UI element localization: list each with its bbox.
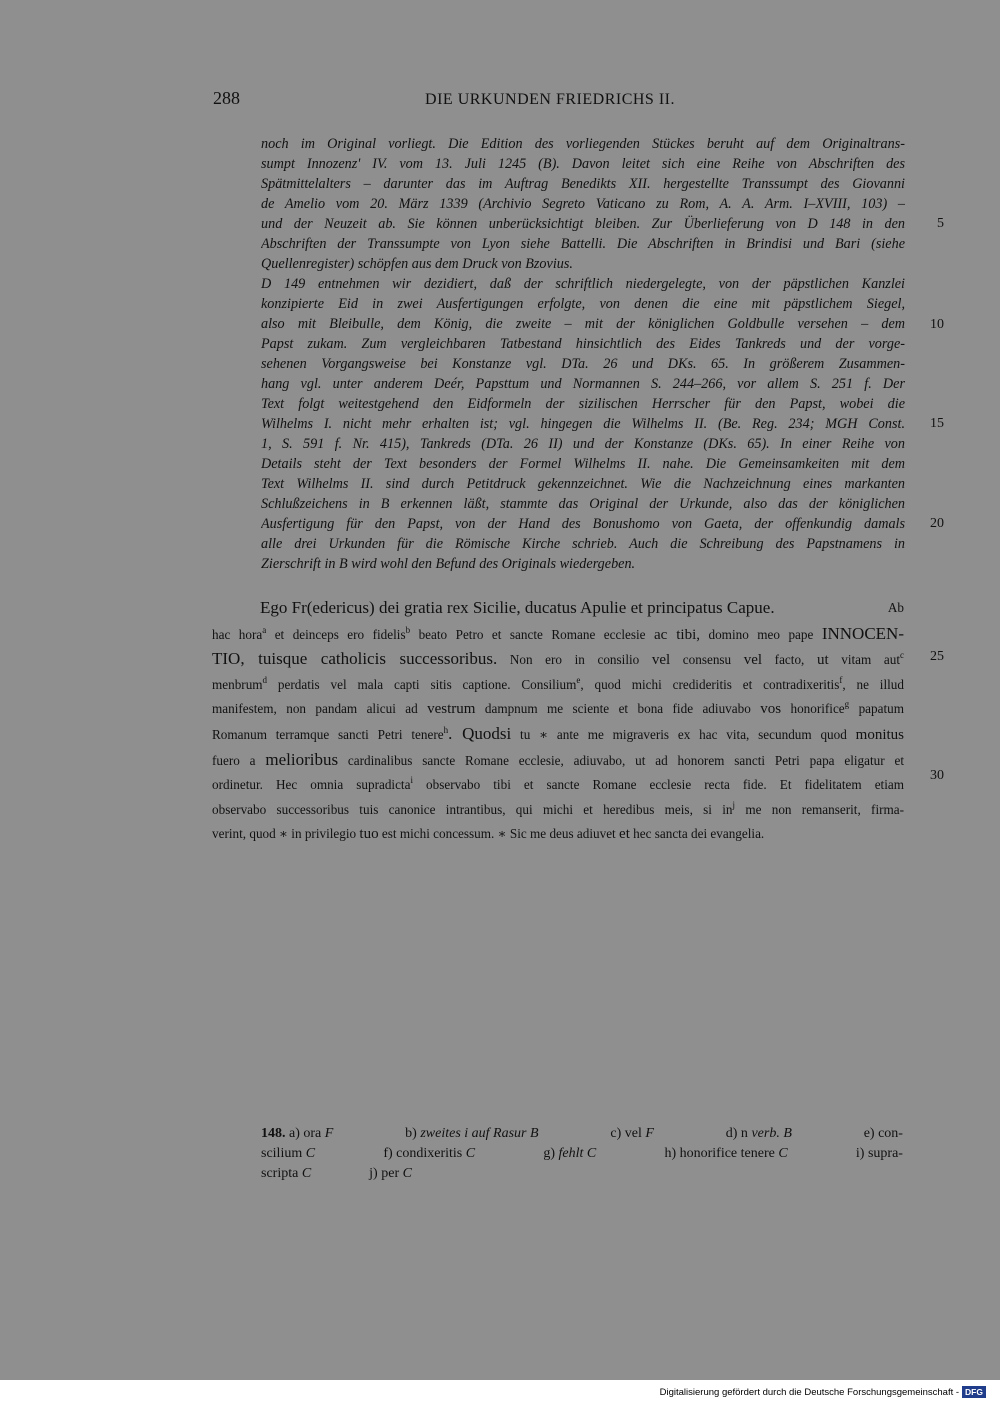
apparatus-text: a) ora bbox=[285, 1126, 325, 1141]
commentary-line: alle drei Urkunden für die Römische Kirche schrieb. Auch die Schreibung des Papstnamens in bbox=[261, 536, 905, 552]
commentary-line: Ausfertigung für den Papst, von der Hand des Bonushomo von Gaeta, der offenkundig damals bbox=[261, 516, 905, 532]
footnote-marker: e bbox=[576, 674, 581, 685]
apparatus-siglum: fehlt C bbox=[558, 1146, 597, 1161]
apparatus-text: h) honorifice tenere bbox=[664, 1146, 779, 1161]
charter-text-run: observabo tibi et sancte Romane ecclesie recta fide. Et fidelitatem etiam bbox=[412, 777, 904, 793]
charter-text-run: hac hora bbox=[212, 626, 263, 642]
dfg-logo: DFG bbox=[962, 1386, 986, 1398]
apparatus-row bbox=[261, 1144, 903, 1164]
charter-text-run: menbrum bbox=[212, 676, 263, 692]
apparatus-siglum: F bbox=[645, 1126, 654, 1141]
critical-apparatus bbox=[261, 1124, 903, 1184]
charter-text-run: beato Petro et sancte Romane ecclesie bbox=[410, 626, 654, 642]
charter-text-run: fuero a bbox=[212, 752, 266, 768]
charter-text-run: dampnum me sciente et bona fide adiuvabo bbox=[475, 701, 761, 717]
apparatus-entry bbox=[856, 1144, 903, 1164]
charter-text-run: , ne illud bbox=[842, 676, 904, 692]
footnote-marker: i bbox=[410, 775, 413, 786]
apparatus-text: j) per bbox=[369, 1166, 403, 1181]
apparatus-siglum: C bbox=[465, 1146, 476, 1161]
apparatus-entry bbox=[261, 1144, 315, 1164]
charter-text-run: observabo successoribus tuis canonice intrantibus, qui michi et heredibus meis, si in bbox=[212, 801, 733, 817]
apparatus-entry bbox=[726, 1124, 792, 1144]
charter-line bbox=[212, 622, 904, 648]
charter-text-run: vos bbox=[760, 701, 782, 718]
page-number: 288 bbox=[213, 88, 240, 108]
apparatus-entry bbox=[405, 1124, 538, 1144]
charter-line bbox=[212, 647, 904, 673]
line-number: 15 bbox=[930, 416, 944, 431]
charter-text-run: vitam aut bbox=[828, 652, 900, 668]
charter-line bbox=[212, 798, 904, 823]
line-number: 25 bbox=[930, 649, 944, 664]
commentary-line: noch im Original vorliegt. Die Edition des vorliegenden Stückes beruht auf dem Originaltrans- bbox=[261, 136, 905, 152]
charter-pope-name: INNOCEN- bbox=[821, 623, 904, 643]
charter-text-run: melioribus bbox=[265, 749, 339, 769]
apparatus-siglum: C bbox=[778, 1146, 788, 1161]
footnote-marker: c bbox=[899, 650, 904, 661]
commentary-line: D 149 entnehmen wir dezidiert, daß der schriftlich niedergelegte, von der päpstlichen Kanzlei bbox=[261, 276, 905, 292]
apparatus-text: b) bbox=[405, 1126, 421, 1141]
commentary-line: Quellenregister) schöpfen aus dem Druck von Bzovius. bbox=[261, 256, 573, 272]
charter-line bbox=[212, 748, 904, 774]
apparatus-row bbox=[261, 1164, 903, 1184]
charter-text-run: et deinceps ero fidelis bbox=[266, 626, 406, 642]
line-number: 10 bbox=[930, 317, 944, 332]
charter-text-run: facto, bbox=[762, 652, 817, 668]
charter-text-run: vel bbox=[651, 652, 671, 669]
charter-intitulatio: Ego Fr(edericus) dei gratia rex Sicilie, ducatus Apulie et principatus Capue. bbox=[260, 598, 775, 617]
line-number: 30 bbox=[930, 768, 944, 783]
commentary-line: Text Wilhelms II. sind durch Petitdruck gekennzeichnet. Wie die Nachzeichnung eines markanten bbox=[261, 476, 905, 492]
footnote-marker: b bbox=[405, 624, 411, 635]
charter-text-run: ac tibi, bbox=[654, 626, 701, 643]
commentary-line: Spätmittelalters – darunter das im Auftrag Benedikts XII. hergestellte Transsumpt des Giovanni bbox=[261, 176, 905, 192]
charter-text-run: me non remanserit, firma- bbox=[735, 801, 904, 817]
apparatus-entry bbox=[864, 1124, 903, 1144]
charter-text-run: Romanum terramque sancti Petri tenere bbox=[212, 726, 444, 742]
charter-text-run: , quod michi credideritis et contradixeritis bbox=[580, 676, 840, 692]
apparatus-entry bbox=[610, 1124, 654, 1144]
charter-text-run: tu ∗ ante me migraveris ex hac vita, secundum quod bbox=[511, 726, 856, 742]
charter-text-run: perdatis vel mala capti sitis captione. Consilium bbox=[267, 676, 577, 692]
apparatus-siglum: C bbox=[305, 1146, 316, 1161]
commentary-line: Wilhelms I. nicht mehr erhalten ist; vgl. hingegen die Wilhelms II. (Be. Reg. 234; MGH Const. bbox=[261, 416, 905, 432]
apparatus-entry bbox=[261, 1164, 311, 1184]
document-number: 148. bbox=[261, 1126, 286, 1141]
line-number: 20 bbox=[930, 516, 944, 531]
charter-text-run: et bbox=[619, 826, 630, 843]
charter-text-run: hec sancta dei evangelia. bbox=[629, 826, 765, 842]
apparatus-entry bbox=[261, 1124, 333, 1144]
apparatus-text: f) condixeritis bbox=[383, 1146, 466, 1161]
apparatus-text: i) supra- bbox=[855, 1146, 903, 1161]
apparatus-siglum: F bbox=[324, 1126, 334, 1141]
charter-text-run: ordinetur. Hec omnia supradicta bbox=[212, 777, 411, 793]
apparatus-text: scripta bbox=[261, 1166, 302, 1181]
commentary-block bbox=[261, 134, 905, 574]
charter-text-run: domino meo pape bbox=[700, 626, 822, 642]
commentary-line: Details steht der Text besonders der Formel Wilhelms II. nahe. Die Gemeinsamkeiten mit dem bbox=[261, 456, 905, 472]
commentary-line: konzipierte Eid in zwei Ausfertigungen erfolgte, von denen die eine mit päpstlichem Siegel, bbox=[261, 296, 905, 312]
commentary-line: und der Neuzeit ab. Sie können unberücksichtigt bleiben. Zur Überlieferung von D 148 in den bbox=[261, 216, 905, 232]
commentary-line: hang vgl. unter anderem Deér, Papsttum und Normannen S. 244–266, vor allem S. 251 f. Der bbox=[261, 376, 905, 392]
commentary-line: also mit Bleibulle, dem König, die zweite – mit der königlichen Goldbulle versehen – dem bbox=[261, 316, 905, 332]
apparatus-text: g) bbox=[543, 1146, 559, 1161]
apparatus-text: scilium bbox=[261, 1146, 306, 1161]
charter-text-run: monitus bbox=[855, 726, 904, 743]
apparatus-text: e) con- bbox=[863, 1126, 903, 1141]
charter-text-run: verint, quod ∗ in privilegio bbox=[212, 826, 360, 842]
commentary-line: Papst zukam. Zum vergleichbaren Tatbestand hinsichtlich des Eides Tankreds und der vorge- bbox=[261, 336, 905, 352]
apparatus-row bbox=[261, 1124, 903, 1144]
commentary-line: sehenen Vorgangsweise bei Konstanze vgl. DTa. 26 und DKs. 65. In größerem Zusammen- bbox=[261, 356, 905, 372]
footnote-marker: d bbox=[262, 674, 268, 685]
apparatus-siglum: verb. B bbox=[751, 1126, 792, 1141]
commentary-line: Zierschrift in B wird wohl den Befund des Originals wiedergeben. bbox=[261, 556, 636, 572]
digitization-footer bbox=[660, 1386, 986, 1398]
charter-text-run: tuo bbox=[359, 826, 379, 843]
commentary-line: 1, S. 591 f. Nr. 415), Tankreds (DTa. 26 II) und der Konstanze (DKs. 65). In einer Reihe von bbox=[261, 436, 905, 452]
charter-line bbox=[212, 596, 904, 622]
commentary-line: de Amelio vom 20. März 1339 (Archivio Segreto Vaticano zu Rom, A. A. Arm. I–XVIII, 103) – bbox=[261, 196, 905, 212]
commentary-line: Text folgt weitestgehend den Eidformeln der sizilischen Herrscher für den Papst, wobei die bbox=[261, 396, 905, 412]
apparatus-text: d) n bbox=[725, 1126, 752, 1141]
charter-text-run: TIO, tuisque catholicis successoribus. bbox=[212, 649, 498, 669]
charter-line bbox=[212, 673, 904, 698]
apparatus-siglum: C bbox=[402, 1166, 412, 1181]
footnote-marker: f bbox=[839, 674, 843, 685]
footnote-marker: g bbox=[844, 699, 850, 710]
charter-line bbox=[212, 722, 904, 748]
charter-text-run: ut bbox=[816, 652, 829, 669]
apparatus-text: c) vel bbox=[610, 1126, 646, 1141]
charter-text-run: Ab bbox=[887, 600, 904, 615]
charter-line bbox=[212, 697, 904, 722]
charter-line bbox=[212, 773, 904, 798]
apparatus-entry bbox=[369, 1164, 412, 1184]
line-number: 5 bbox=[937, 216, 944, 231]
commentary-line: Schlußzeichens in B erkennen läßt, stammte das Original der Urkunde, also das der königlichen bbox=[261, 496, 905, 512]
commentary-line: sumpt Innozenz' IV. vom 13. Juli 1245 (B). Davon leitet sich eine Reihe von Abschriften des bbox=[261, 156, 905, 172]
charter-text-run: manifestem, non pandam alicui ad bbox=[212, 701, 428, 717]
footnote-marker: h bbox=[443, 724, 449, 735]
charter-text-run: Non ero in consilio bbox=[497, 652, 652, 668]
running-title: DIE URKUNDEN FRIEDRICHS II. bbox=[425, 91, 675, 108]
charter-text-run: consensu bbox=[670, 652, 744, 668]
charter-text-run: honorifice bbox=[781, 701, 845, 717]
apparatus-entry bbox=[383, 1144, 475, 1164]
charter-text-run: est michi concessum. ∗ Sic me deus adiuvet bbox=[378, 826, 620, 842]
commentary-line: Abschriften der Transsumpte von Lyon siehe Battelli. Die Abschriften in Brindisi und Bari (siehe bbox=[261, 236, 905, 252]
apparatus-siglum: C bbox=[301, 1166, 312, 1181]
charter-line bbox=[212, 822, 904, 847]
footnote-marker: a bbox=[262, 624, 267, 635]
charter-text-run: papatum bbox=[849, 701, 904, 717]
charter-text-run: vel bbox=[743, 652, 763, 669]
funding-note: Digitalisierung gefördert durch die Deutsche Forschungsgemeinschaft - bbox=[659, 1386, 960, 1398]
apparatus-entry bbox=[543, 1144, 596, 1164]
charter-text-run: vestrum bbox=[427, 701, 476, 718]
footnote-marker: j bbox=[732, 799, 736, 810]
charter-text-run: cardinalibus sancte Romane ecclesie, adiuvabo, ut ad honorem sancti Petri papa eligatur et bbox=[338, 752, 904, 768]
apparatus-entry bbox=[664, 1144, 787, 1164]
charter-text-run: . Quodsi bbox=[448, 723, 512, 743]
apparatus-siglum: zweites i auf Rasur B bbox=[420, 1126, 539, 1141]
charter-text bbox=[212, 596, 904, 847]
